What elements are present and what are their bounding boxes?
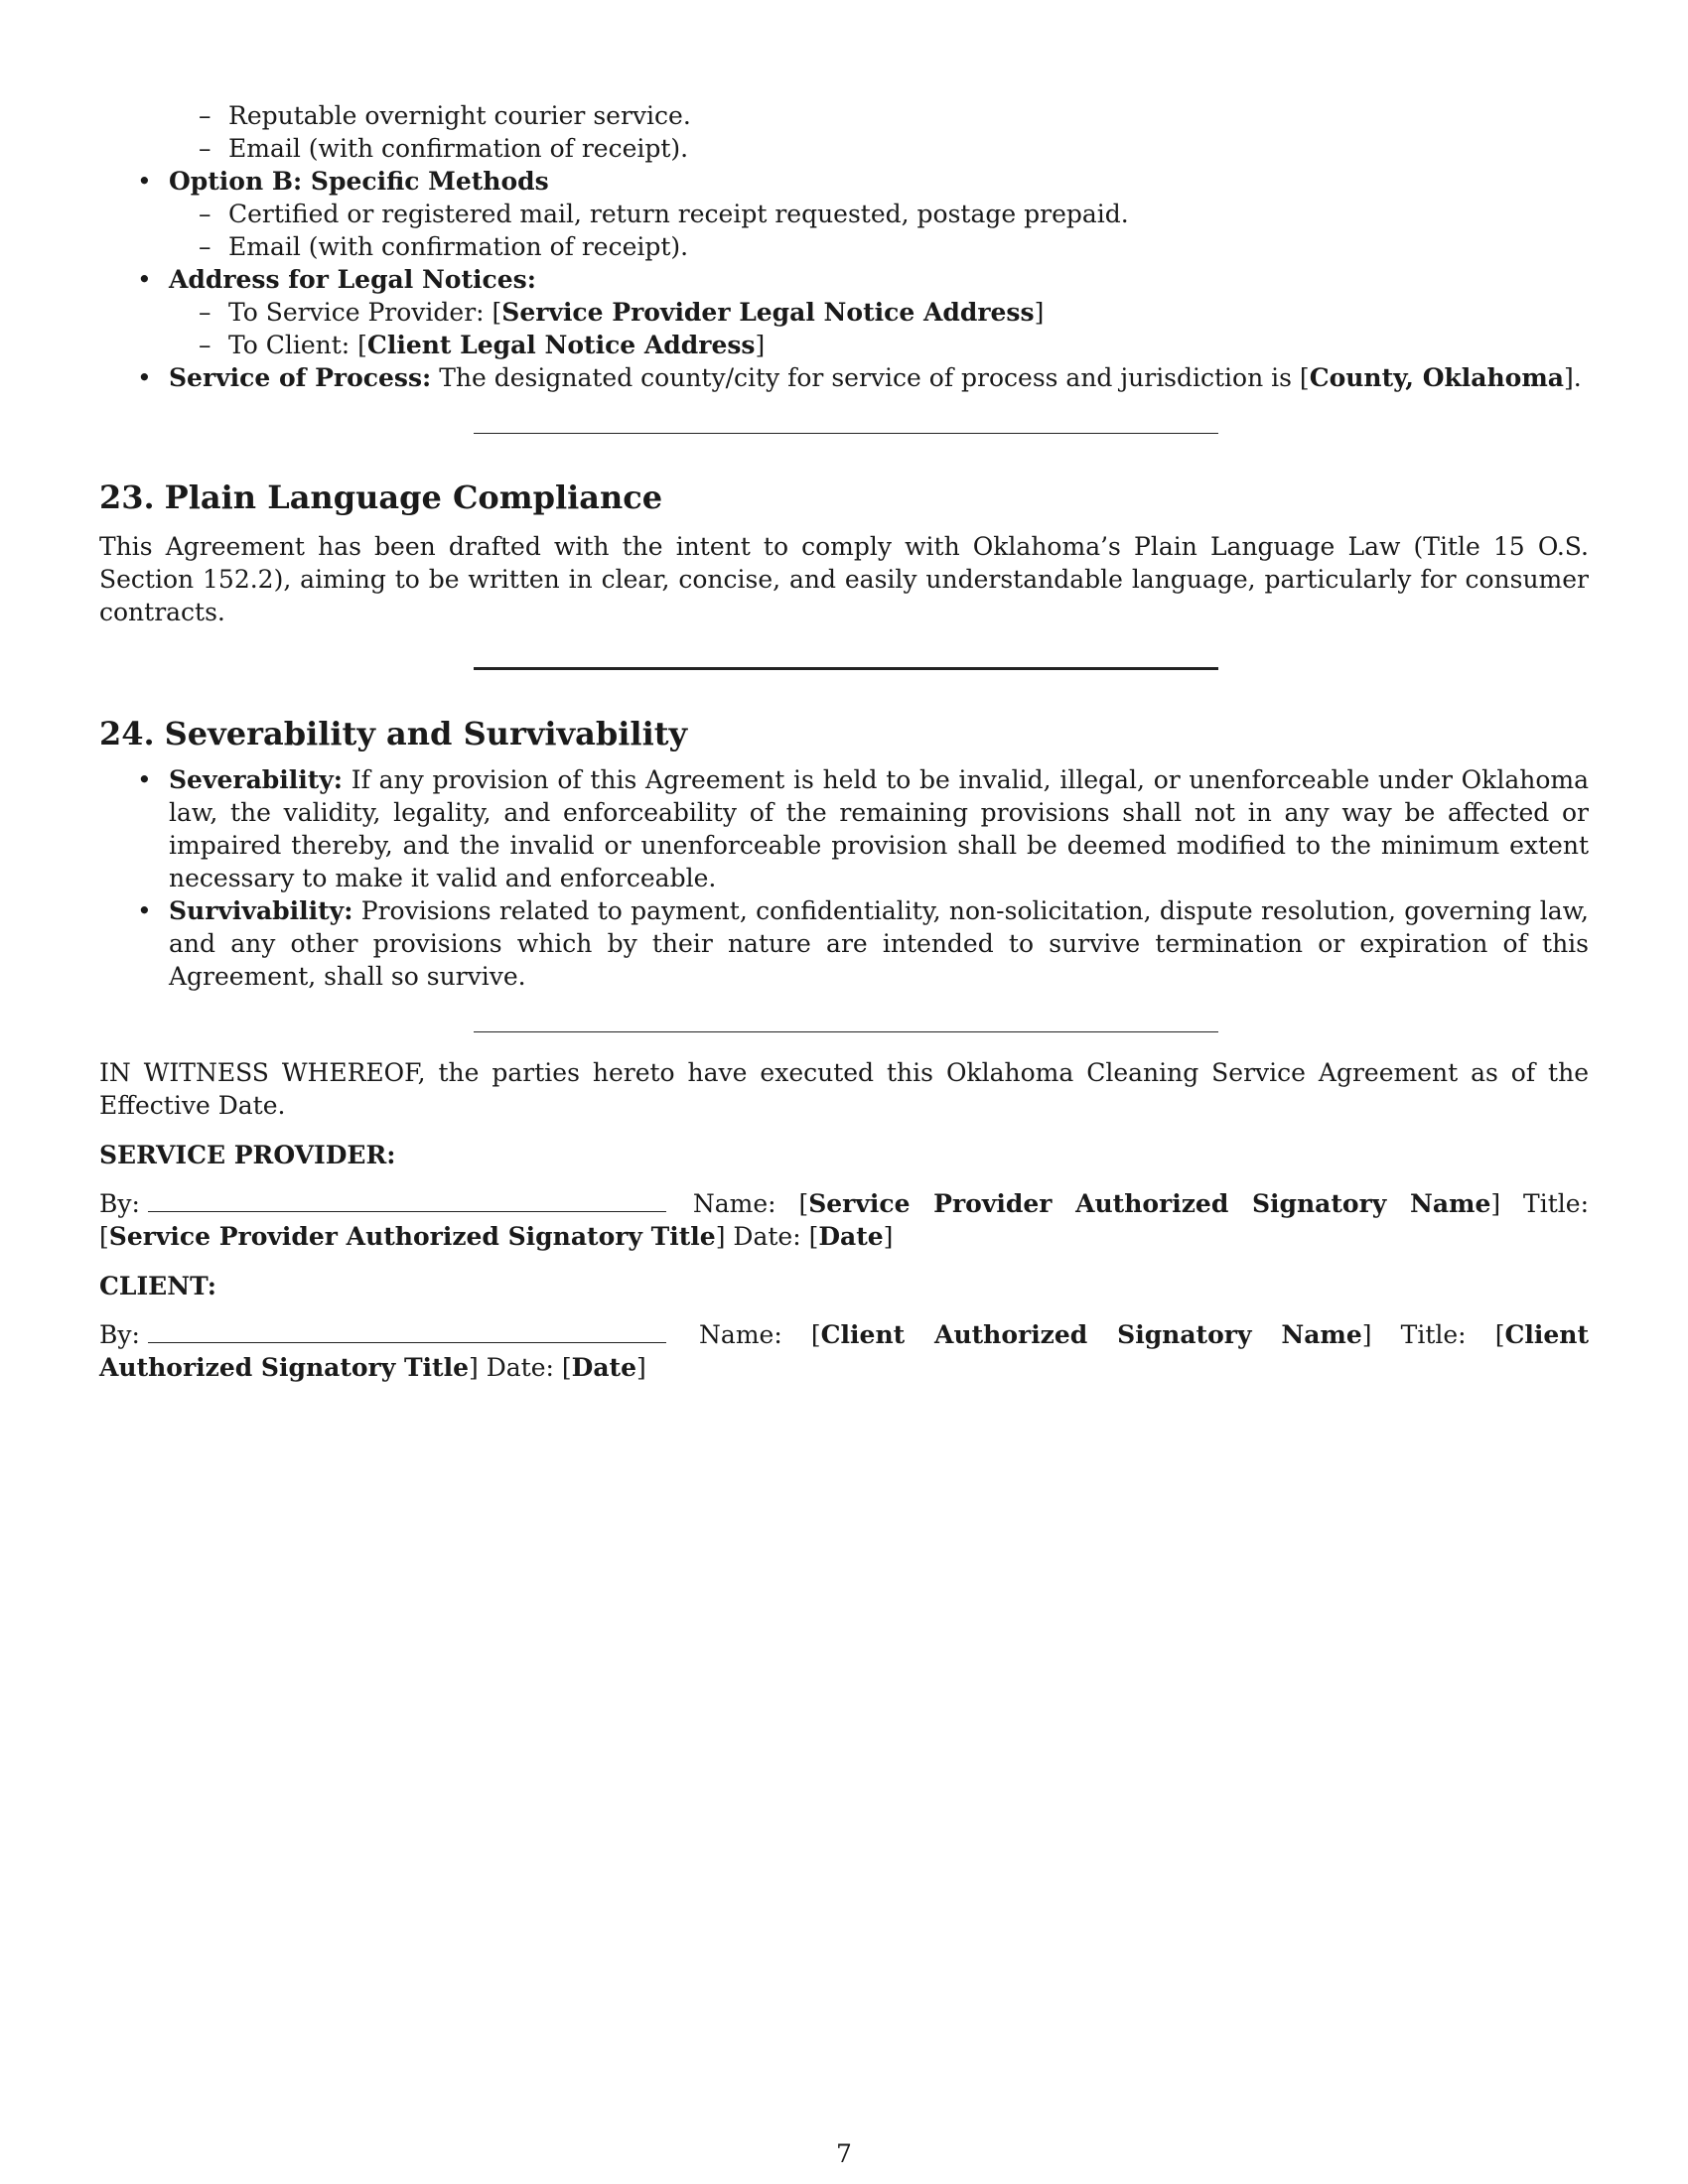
name-label: Name: [ (669, 1320, 821, 1349)
service-of-process-county: County, Oklahoma (1309, 363, 1564, 392)
service-of-process-label: Service of Process: (169, 363, 432, 392)
section-23-number: 23. (99, 478, 155, 516)
client-signature-block (99, 1318, 1589, 1384)
client-notice-address: Client Legal Notice Address (366, 331, 756, 359)
address-label: Address for Legal Notices: (169, 265, 536, 294)
service-of-process-text: The designated county/city for service of process and jurisdiction is [ (431, 363, 1310, 392)
name-label: Name: [ (669, 1189, 809, 1218)
provider-signatory-title: Service Provider Authorized Signatory Title (108, 1222, 716, 1251)
date-label: ] Date: [ (715, 1222, 819, 1251)
service-of-process-list (99, 361, 1589, 394)
address-bullet-list (99, 263, 1589, 296)
provider-signatory-name: Service Provider Authorized Signatory Name (808, 1189, 1491, 1218)
provider-signature-heading: SERVICE PROVIDER: (99, 1141, 396, 1169)
section-23-heading (99, 478, 1589, 517)
title-label: ] Title: [ (1361, 1320, 1505, 1349)
option-b-item (99, 165, 1589, 198)
list-item (99, 329, 1589, 361)
title-label: ] Title: [ (99, 1189, 1589, 1251)
section-divider (474, 1031, 1218, 1032)
severability-label: Severability: (169, 765, 344, 794)
service-of-process-item (99, 361, 1589, 394)
by-label: By: (99, 1320, 140, 1349)
address-list (99, 296, 1589, 361)
provider-signature-date: Date (818, 1222, 884, 1251)
to-provider-prefix: To Service Provider: [ (228, 298, 502, 327)
section-23-title: Plain Language Compliance (164, 478, 663, 516)
list-item (99, 296, 1589, 329)
by-label: By: (99, 1189, 140, 1218)
to-client-suffix: ] (755, 331, 766, 359)
provider-signature-line[interactable] (148, 1189, 666, 1212)
severability-text: If any provision of this Agreement is held to be invalid, illegal, or unenforceable under Oklahoma law, the validity, legality, and enforceability of the remaining provisions shall not in any way be affected or impaired thereby, and the invalid or unenforceable provision shall be deemed modified to the minimum extent necessary to make it valid and enforceable. (169, 765, 1589, 892)
list-item: – Certified or registered mail, return receipt requested, postage prepaid. (99, 198, 1589, 230)
section-divider (474, 433, 1218, 434)
client-signatory-title: Client Authorized Signatory Title (99, 1320, 1590, 1382)
close-bracket: ] (883, 1222, 894, 1251)
section-23-body: This Agreement has been drafted with the intent to comply with Oklahoma’s Plain Language Law (Title 15 O.S. Section 152.2), aiming to be written in clear, concise, and easily understandable language, particularly for consumer contracts. (99, 532, 1589, 626)
section-divider (474, 667, 1218, 670)
client-signature-heading: CLIENT: (99, 1272, 217, 1300)
document-page (99, 99, 1589, 1384)
option-b-label: Option B: Specific Methods (169, 167, 549, 196)
survivability-text: Provisions related to payment, confidentiality, non-solicitation, dispute resolution, governing law, and any other provisions which by their nature are intended to survive termination or expiration of this Agreement, shall so survive. (169, 896, 1589, 991)
option-b-methods-list (99, 198, 1589, 263)
survivability-item (99, 894, 1589, 993)
address-item (99, 263, 1589, 296)
section-24-number: 24. (99, 715, 155, 752)
list-item: – Email (with confirmation of receipt). (99, 132, 1589, 165)
client-signature-date: Date (571, 1353, 636, 1382)
section-24-title: Severability and Survivability (164, 715, 688, 752)
to-client-prefix: To Client: [ (228, 331, 367, 359)
provider-signature-block (99, 1187, 1589, 1253)
section-24-list (99, 763, 1589, 993)
page-number: 7 (836, 2139, 852, 2168)
service-of-process-suffix: ]. (1564, 363, 1582, 392)
to-provider-suffix: ] (1034, 298, 1045, 327)
option-a-methods-list (99, 99, 1589, 165)
client-signatory-name: Client Authorized Signatory Name (820, 1320, 1362, 1349)
witness-clause: IN WITNESS WHEREOF, the parties hereto have executed this Oklahoma Cleaning Service Agreement as of the Effective Date. (99, 1058, 1589, 1120)
provider-notice-address: Service Provider Legal Notice Address (501, 298, 1035, 327)
date-label: ] Date: [ (469, 1353, 572, 1382)
list-item: – Reputable overnight courier service. (99, 99, 1589, 132)
notices-bullet-list (99, 165, 1589, 198)
close-bracket: ] (635, 1353, 646, 1382)
list-item: – Email (with confirmation of receipt). (99, 230, 1589, 263)
severability-item (99, 763, 1589, 894)
survivability-label: Survivability: (169, 896, 353, 925)
client-signature-line[interactable] (148, 1320, 666, 1343)
section-24-heading (99, 714, 1589, 753)
